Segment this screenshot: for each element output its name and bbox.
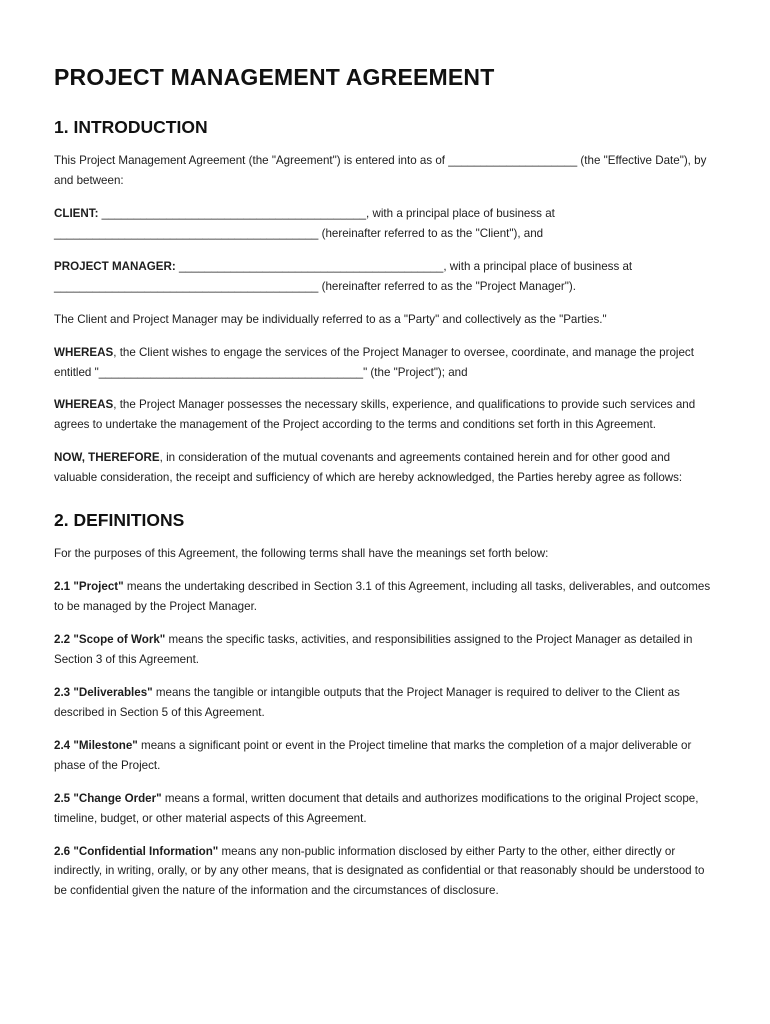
paragraph-run: This Project Management Agreement (the "Agreement") is entered into as of ____________________ (the "Effective Date"), by and between: [54, 154, 707, 187]
paragraph-run: means the tangible or intangible outputs that the Project Manager is required to deliver to the Client as described in Section 5 of this Agreement. [54, 685, 680, 719]
paragraph-run: means a significant point or event in the Project timeline that marks the completion of a major deliverable or phase of the Project. [54, 738, 692, 772]
paragraph-run-strong: WHEREAS [54, 398, 114, 412]
paragraph-run-strong: 2.2 "Scope of Work" [54, 633, 166, 646]
paragraph-run: means any non-public information disclosed by either Party to the other, either directly or indirectly, in writing, orally, or by any other means, that is designated as confidential or that reasonably should be understood to be confidential given the nature of the information and the circumstances of disclosure. [54, 844, 705, 898]
paragraph-run-strong: NOW, THEREFORE [54, 451, 160, 465]
section-heading: 1. INTRODUCTION [54, 117, 208, 137]
section-heading: 2. DEFINITIONS [54, 510, 185, 531]
paragraph-def-2-2 [54, 630, 716, 670]
paragraph-client-block [54, 204, 716, 244]
paragraph-run: , the Project Manager possesses the necessary skills, experience, and qualifications to provide such services and agrees to undertake the management of the Project according to the terms and conditions set forth in this Agreement. [54, 398, 696, 432]
paragraph-run: _________________________________________, with a principal place of business at _________________________________________ (hereinafter referred to as the "Client"), and [54, 206, 555, 240]
paragraph-now-therefore [54, 448, 716, 488]
paragraph-run-strong: CLIENT: [54, 206, 99, 220]
paragraph-run: _________________________________________, with a principal place of business at _________________________________________ (hereinafter referred to as the "Project Manager"). [54, 259, 633, 293]
paragraph-parties-definition [54, 310, 716, 330]
paragraph-definitions-intro [54, 544, 716, 564]
document-body [54, 117, 716, 901]
paragraph-run-strong: 2.1 "Project" [54, 580, 124, 594]
paragraph-run: means a formal, written document that details and authorizes modifications to the original Project scope, timeline, budget, or other material aspects of this Agreement. [54, 791, 699, 825]
paragraph-intro-parties [54, 151, 716, 191]
paragraph-run: For the purposes of this Agreement, the following terms shall have the meanings set forth below: [54, 547, 549, 561]
paragraph-run-strong: 2.5 "Change Order" [54, 791, 162, 805]
paragraph-def-2-6 [54, 842, 716, 902]
page-title: PROJECT MANAGEMENT AGREEMENT [54, 64, 495, 90]
paragraph-def-2-4 [54, 736, 716, 776]
paragraph-run: means the undertaking described in Section 3.1 of this Agreement, including all tasks, deliverables, and outcomes to be managed by the Project Manager. [54, 580, 711, 614]
paragraph-def-2-1 [54, 577, 716, 617]
paragraph-run: The Client and Project Manager may be individually referred to as a "Party" and collectively as the "Parties." [54, 312, 607, 326]
paragraph-whereas-1 [54, 343, 716, 383]
document-section [54, 117, 716, 488]
paragraph-run-strong: PROJECT MANAGER: [54, 259, 176, 273]
paragraph-whereas-2 [54, 395, 716, 435]
paragraph-run-strong: WHEREAS [54, 345, 114, 359]
paragraph-run: means the specific tasks, activities, and responsibilities assigned to the Project Manager as detailed in Section 3 of this Agreement. [54, 633, 693, 666]
paragraph-run: , the Client wishes to engage the services of the Project Manager to oversee, coordinate, and manage the project entitled "_________________________________________" (the "Project"); and [54, 345, 694, 379]
paragraph-run-strong: 2.4 "Milestone" [54, 738, 138, 752]
paragraph-run: , in consideration of the mutual covenants and agreements contained herein and for other good and valuable consideration, the receipt and sufficiency of which are hereby acknowledged, the Parties hereby agree as follows: [54, 451, 683, 485]
document-section [54, 510, 716, 901]
paragraph-project-manager-block [54, 257, 716, 297]
paragraph-def-2-5 [54, 789, 716, 829]
paragraph-run-strong: 2.6 "Confidential Information" [54, 844, 219, 858]
paragraph-run-strong: 2.3 "Deliverables" [54, 685, 153, 699]
paragraph-def-2-3 [54, 683, 716, 723]
